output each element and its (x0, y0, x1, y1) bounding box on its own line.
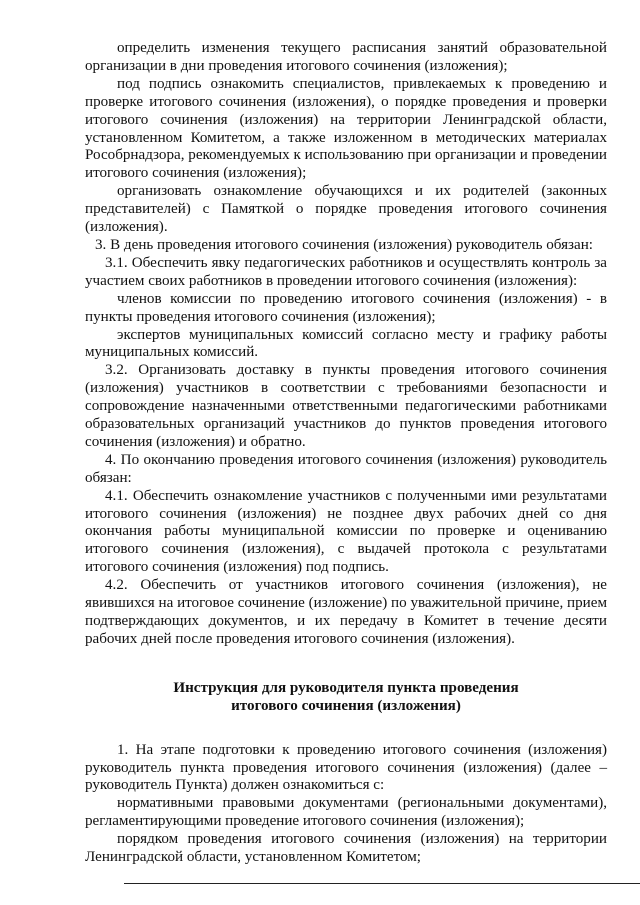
heading-line-2: итогового сочинения (изложения) (231, 697, 461, 714)
paragraph: определить изменения текущего расписания занятий образовательной организации в дни проведения итогового сочинения (изложения); (85, 40, 607, 74)
paragraph: 3.1. Обеспечить явку педагогических работников и осуществлять контроль за участием своих работников в проведении итогового сочинения (изложения): (85, 254, 607, 289)
paragraph: организовать ознакомление обучающихся и их родителей (законных представителей) с Памяткой о порядке проведения итогового сочинения (изложения). (85, 183, 607, 236)
paragraph: 4.2. Обеспечить от участников итогового сочинения (изложения), не явившихся на итоговое сочинение (изложение) по уважительной причине, прием подтверждающих документов, и их передачу в Комитет в течение десяти рабочих дней после проведения итогового сочинения (изложения). (85, 577, 607, 647)
paragraph: под подпись ознакомить специалистов, привлекаемых к проведению и проверке итогового сочинения (изложения), о порядке проведения и проверки итогового сочинения (изложения) на территории Ленинградской области, установленном Комитетом, а также изложенном в методических материалах Рособрнадзора, рекомендуемых к использованию при организации и проведении итогового сочинения (изложения); (85, 75, 607, 182)
paragraph: нормативными правовыми документами (региональными документами), регламентирующими проведение итогового сочинения (изложения); (85, 795, 607, 830)
paragraph: порядком проведения итогового сочинения (изложения) на территории Ленинградской области, установленном Комитетом; (85, 831, 607, 866)
paragraph: членов комиссии по проведению итогового сочинения (изложения) - в пункты проведения итогового сочинения (изложения); (85, 290, 607, 325)
paragraph: 3.2. Организовать доставку в пункты проведения итогового сочинения (изложения) участников в соответствии с требованиями безопасности и сопровождение назначенными ответственными педагогическими работниками образовательных организаций участников до пунктов проведения итогового сочинения (изложения) и обратно. (85, 362, 607, 450)
paragraph: 3. В день проведения итогового сочинения (изложения) руководитель обязан: (95, 236, 593, 253)
document-page (85, 40, 607, 867)
paragraph: 1. На этапе подготовки к проведению итогового сочинения (изложения) руководитель пункта проведения итогового сочинения (изложения) (далее – руководитель Пункта) должен ознакомиться с: (85, 741, 607, 794)
section-before (85, 40, 607, 649)
instruction-heading (85, 680, 607, 716)
paragraph: экспертов муниципальных комиссий согласно месту и графику работы муниципальных комиссий. (85, 326, 607, 361)
footer-rule (124, 883, 640, 884)
paragraph: 4. По окончанию проведения итогового сочинения (изложения) руководитель обязан: (85, 451, 607, 486)
section-after (85, 742, 607, 867)
paragraph: 4.1. Обеспечить ознакомление участников с полученными ими результатами итогового сочинения (изложения) не позднее двух рабочих дней со дня окончания работы муниципальной комиссии по проверке и оцениванию итогового сочинения (изложения), с выдачей протокола с результатами итогового сочинения (изложения) под подпись. (85, 487, 607, 576)
heading-line-1: Инструкция для руководителя пункта проведения (173, 679, 519, 696)
